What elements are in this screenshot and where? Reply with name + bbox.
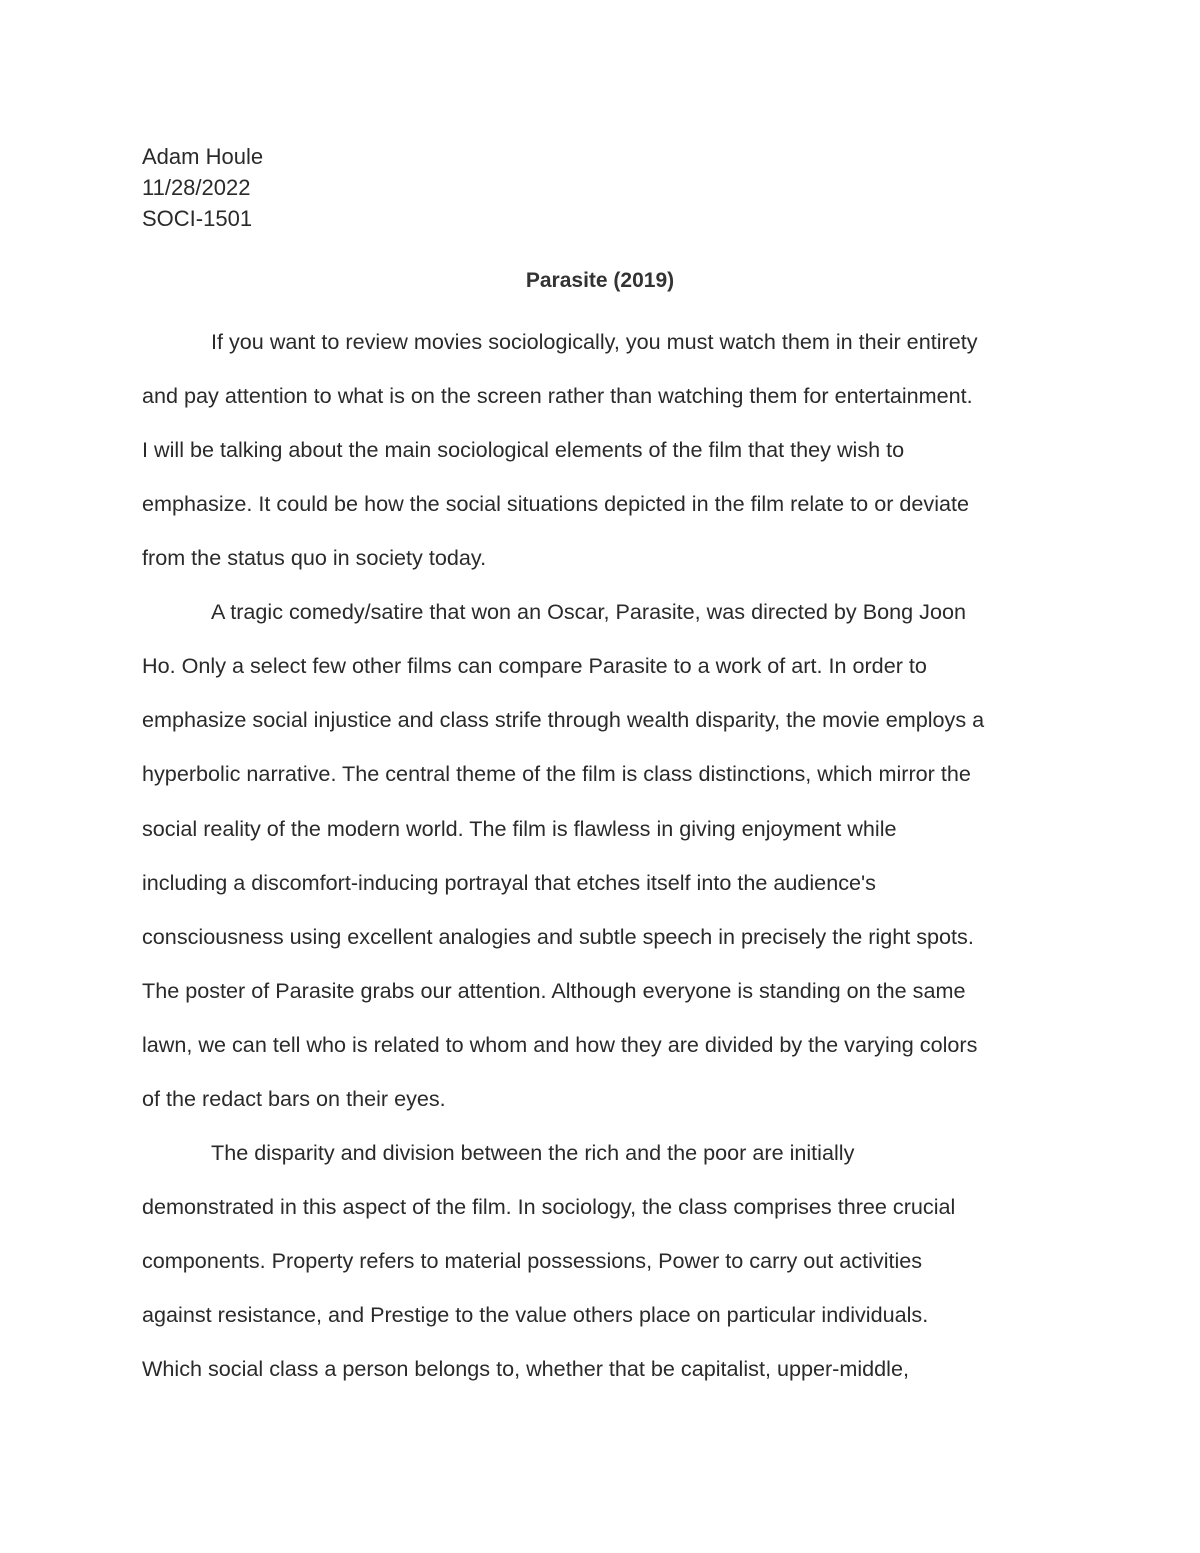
paragraph-3-line-4: against resistance, and Prestige to the value others place on particular individuals. — [142, 1302, 929, 1327]
paragraph-2-line-3: emphasize social injustice and class strife through wealth disparity, the movie employs a — [142, 707, 985, 732]
paragraph-2-line-9: lawn, we can tell who is related to whom and how they are divided by the varying colors — [142, 1032, 978, 1057]
paragraph-2-line-10: of the redact bars on their eyes. — [142, 1086, 446, 1111]
paragraph-3-line-3: components. Property refers to material possessions, Power to carry out activities — [142, 1248, 923, 1273]
document-title: Parasite (2019) — [525, 269, 675, 292]
paragraph-2-line-1: A tragic comedy/satire that won an Oscar, Parasite, was directed by Bong Joon — [211, 599, 966, 624]
author-name: Adam Houle — [142, 144, 264, 169]
paragraph-2-line-7: consciousness using excellent analogies and subtle speech in precisely the right spots. — [142, 924, 974, 949]
paragraph-1-line-2: and pay attention to what is on the screen rather than watching them for entertainment. — [142, 383, 973, 408]
paragraph-2-line-4: hyperbolic narrative. The central theme of the film is class distinctions, which mirror the — [142, 761, 971, 786]
paragraph-2-line-5: social reality of the modern world. The film is flawless in giving enjoyment while — [142, 816, 897, 841]
course-code: SOCI-1501 — [142, 206, 253, 231]
document-header — [142, 141, 263, 234]
document-date: 11/28/2022 — [142, 175, 251, 200]
paragraph-3-line-5: Which social class a person belongs to, whether that be capitalist, upper-middle, — [142, 1356, 909, 1381]
paragraph-1-line-5: from the status quo in society today. — [142, 545, 487, 570]
paragraph-1-line-4: emphasize. It could be how the social situations depicted in the film relate to or deviate — [142, 491, 970, 516]
paragraph-3-line-2: demonstrated in this aspect of the film. In sociology, the class comprises three crucial — [142, 1194, 956, 1219]
paragraph-3-line-1: The disparity and division between the rich and the poor are initially — [211, 1140, 855, 1165]
paragraph-2-line-8: The poster of Parasite grabs our attention. Although everyone is standing on the same — [142, 978, 966, 1003]
paragraph-2-line-2: Ho. Only a select few other films can compare Parasite to a work of art. In order to — [142, 653, 927, 678]
paragraph-1-line-1: If you want to review movies sociologically, you must watch them in their entirety — [211, 329, 978, 354]
paragraph-2-line-6: including a discomfort-inducing portrayal that etches itself into the audience's — [142, 870, 876, 895]
paragraph-1-line-3: I will be talking about the main sociological elements of the film that they wish to — [142, 437, 905, 462]
